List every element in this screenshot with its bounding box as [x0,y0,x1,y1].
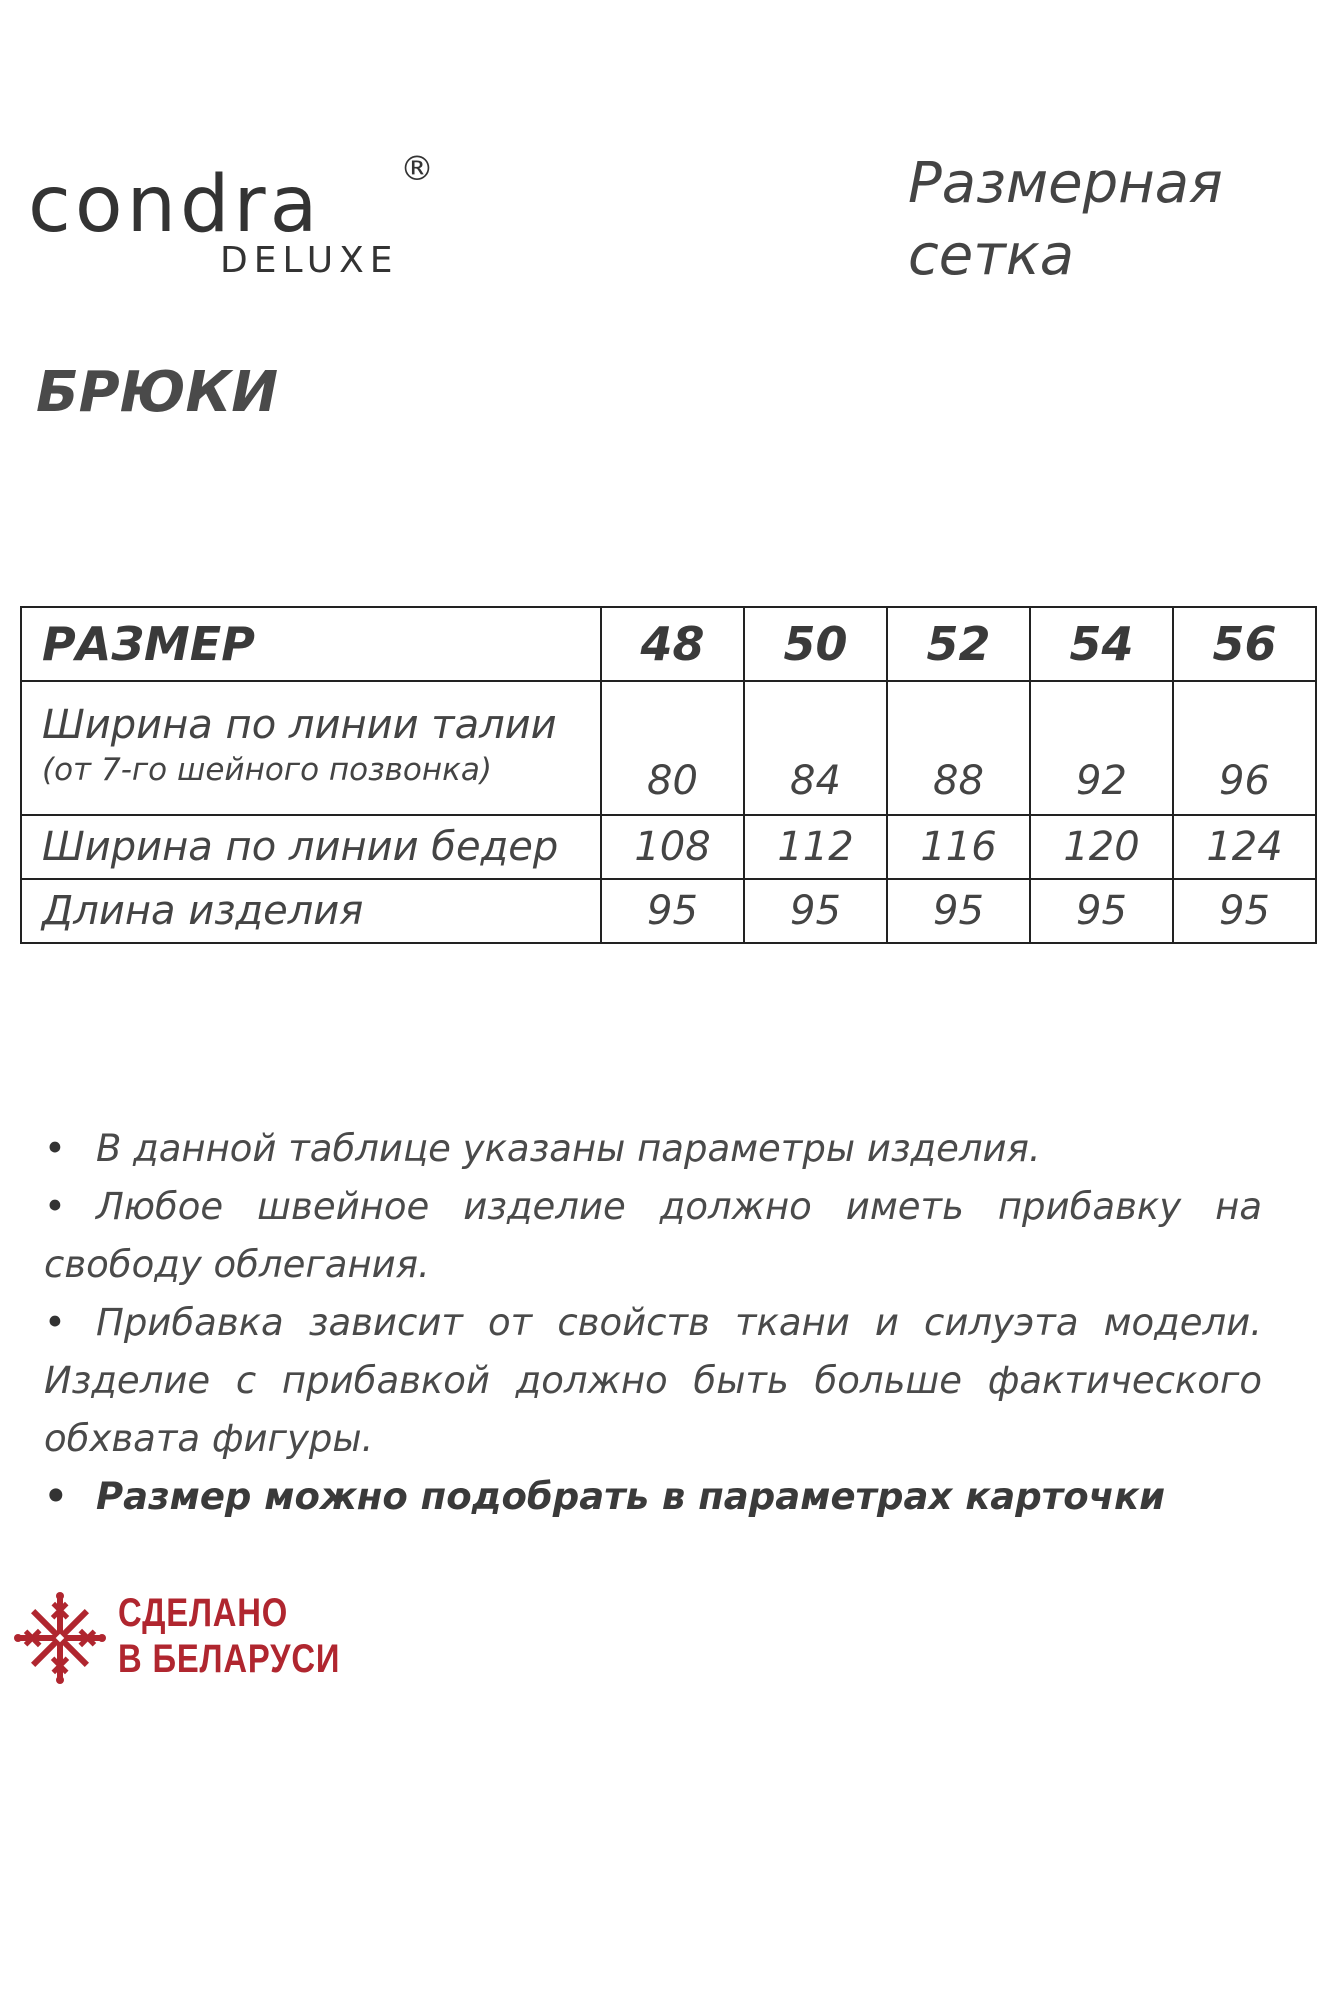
table-row [21,879,1316,943]
row-sublabel: (от 7-го шейного позвонка) [42,752,492,788]
list-item [44,1120,1262,1178]
made-in-text [118,1590,340,1682]
row-label: Ширина по линии бедер [21,815,601,879]
table-cell: 95 [887,879,1030,943]
bullet: • [44,1127,66,1170]
note-text: В данной таблице указаны параметры изделия. [96,1127,1041,1170]
row-label: Длина изделия [21,879,601,943]
size-54: 54 [1030,607,1173,681]
size-56: 56 [1173,607,1316,681]
table-cell: 108 [601,815,744,879]
table-header-row [21,607,1316,681]
table-cell: 96 [1173,681,1316,815]
page-heading [908,148,1288,292]
table-cell: 84 [744,681,887,815]
size-50: 50 [744,607,887,681]
table-cell: 112 [744,815,887,879]
note-text: Прибавка зависит от свойств ткани и силуэта модели. Изделие с прибавкой должно быть больше фактического обхвата фигуры. [44,1301,1262,1460]
size-52: 52 [887,607,1030,681]
table-cell: 124 [1173,815,1316,879]
table-cell: 95 [744,879,887,943]
belarus-ornament-icon [14,1592,106,1684]
size-48: 48 [601,607,744,681]
size-table [20,606,1317,944]
bullet: • [44,1185,66,1228]
brand-logo [28,148,448,288]
heading-line-2: сетка [908,223,1075,288]
table-cell: 120 [1030,815,1173,879]
table-cell: 80 [601,681,744,815]
table-cell: 116 [887,815,1030,879]
bullet: • [44,1475,68,1518]
table-cell: 92 [1030,681,1173,815]
table-row [21,815,1316,879]
table-cell: 95 [1173,879,1316,943]
table-cell: 95 [1030,879,1173,943]
made-in-line-1: СДЕЛАНО [118,1591,289,1635]
made-in-line-2: В БЕЛАРУСИ [118,1637,341,1681]
row-label: Ширина по линии талии [42,702,557,748]
header-label: РАЗМЕР [21,607,601,681]
row-label-waist [21,681,601,815]
list-item [44,1178,1262,1294]
table-row [21,681,1316,815]
list-item [44,1468,1262,1526]
product-title: БРЮКИ [36,360,279,425]
note-text: Любое швейное изделие должно иметь прибавку на свободу облегания. [44,1185,1262,1286]
table-cell: 88 [887,681,1030,815]
brand-sub: DELUXE [220,240,399,281]
table-cell: 95 [601,879,744,943]
brand-name: condra [28,160,322,250]
heading-line-1: Размерная [908,151,1223,216]
bullet: • [44,1301,66,1344]
made-in-belarus-badge [14,1588,341,1688]
registered-mark: ® [400,149,434,189]
notes-list [44,1120,1262,1526]
note-text: Размер можно подобрать в параметрах карточки [96,1475,1166,1518]
list-item [44,1294,1262,1468]
